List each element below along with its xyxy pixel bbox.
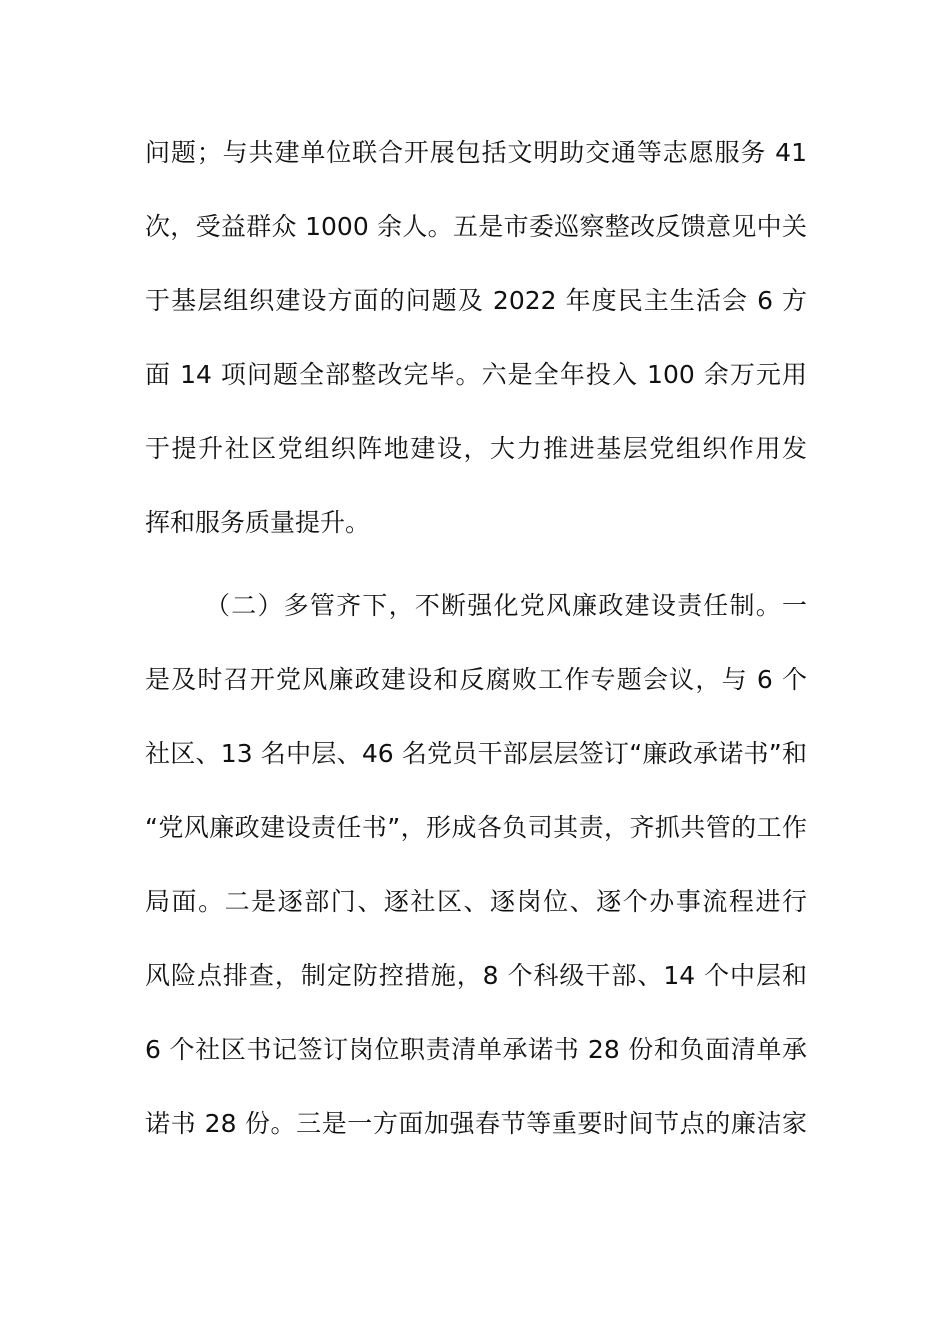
paragraph-line: 于提升社区党组织阵地建设，大力推进基层党组织作用发 (145, 434, 807, 463)
paragraph-line: “党风廉政建设责任书”，形成各负司其责，齐抓共管的工作 (145, 813, 807, 842)
paragraph-line: 局面。二是逐部门、逐社区、逐岗位、逐个办事流程进行 (145, 887, 807, 916)
paragraph-line: 6 个社区书记签订岗位职责清单承诺书 28 份和负面清单承 (145, 1035, 807, 1064)
paragraph-line: 挥和服务质量提升。 (145, 508, 371, 537)
paragraph-line: 问题；与共建单位联合开展包括文明助交通等志愿服务 41 (145, 138, 807, 167)
paragraph-line: 诺书 28 份。三是一方面加强春节等重要时间节点的廉洁家 (145, 1109, 807, 1138)
paragraph-line: 是及时召开党风廉政建设和反腐败工作专题会议，与 6 个 (145, 665, 807, 694)
paragraph-line: 次，受益群众 1000 余人。五是市委巡察整改反馈意见中关 (145, 212, 807, 241)
section-heading-line: （二）多管齐下，不断强化党风廉政建设责任制。一 (205, 591, 807, 620)
paragraph-line: 社区、13 名中层、46 名党员干部层层签订“廉政承诺书”和 (145, 739, 807, 768)
paragraph-line: 面 14 项问题全部整改完毕。六是全年投入 100 余万元用 (145, 360, 807, 389)
paragraph-line: 风险点排查，制定防控措施，8 个科级干部、14 个中层和 (145, 961, 807, 990)
paragraph-line: 于基层组织建设方面的问题及 2022 年度民主生活会 6 方 (145, 286, 807, 315)
